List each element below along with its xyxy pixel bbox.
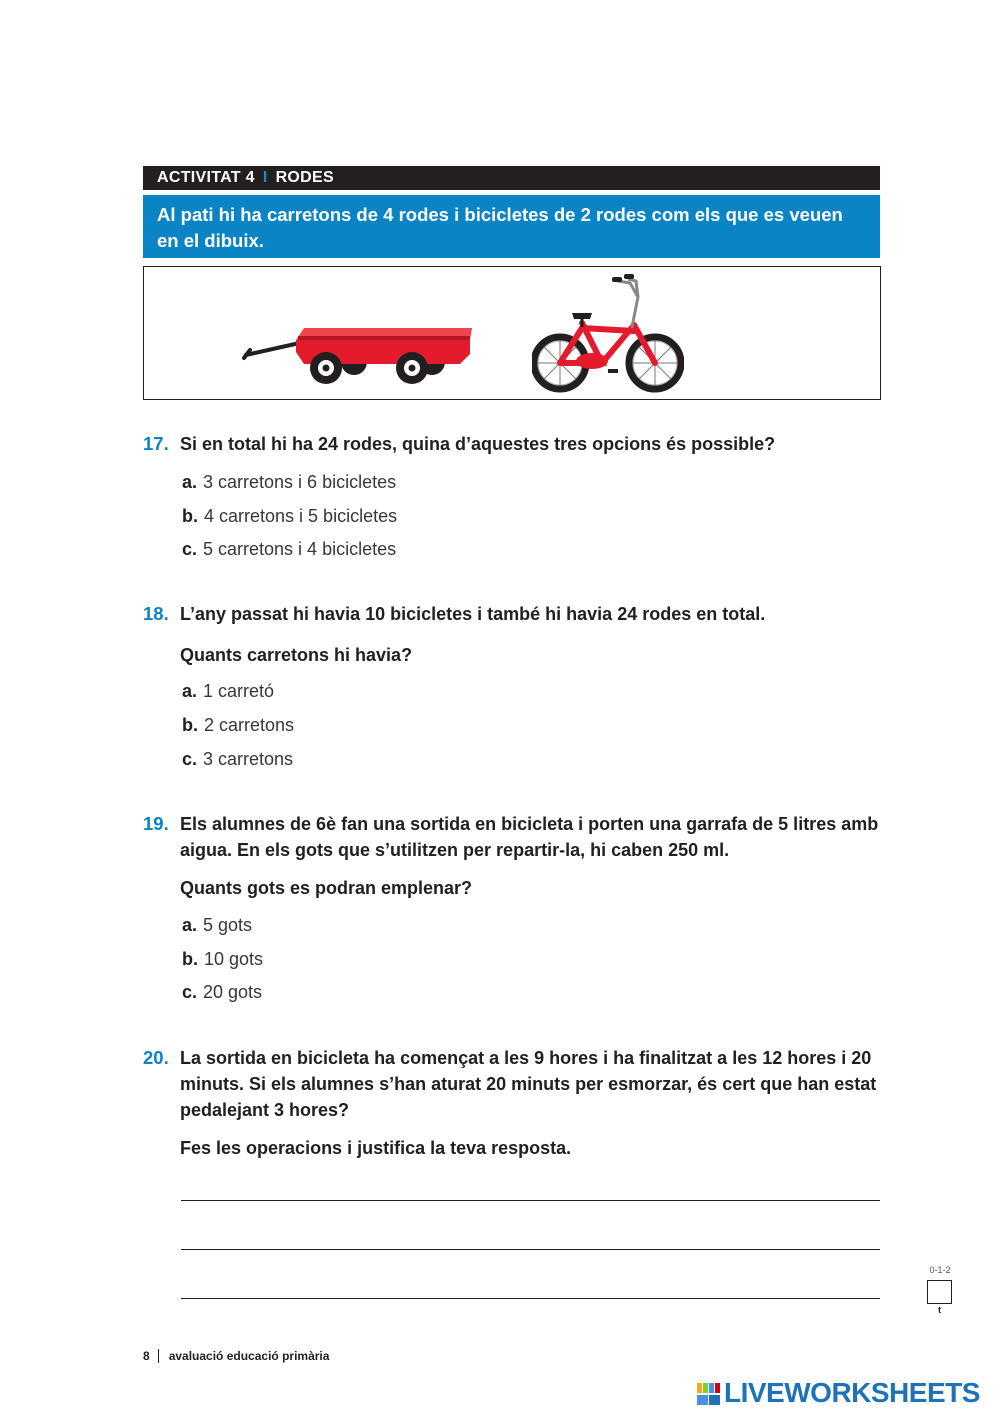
option-letter: b. — [182, 949, 198, 969]
question-number: 19. — [143, 813, 169, 834]
answer-line[interactable] — [181, 1200, 880, 1201]
score-label: 0-1-2 — [929, 1265, 951, 1275]
option-text: 3 carretons — [203, 749, 294, 769]
answer-line[interactable] — [181, 1298, 880, 1299]
option-b[interactable] — [182, 948, 263, 970]
option-letter: a. — [182, 472, 198, 492]
option-c[interactable] — [182, 748, 293, 770]
option-text: 20 gots — [203, 982, 263, 1002]
option-text: 2 carretons — [204, 715, 295, 735]
option-letter: c. — [182, 539, 198, 559]
liveworksheets-logo-icon — [697, 1383, 721, 1405]
footer-divider — [158, 1349, 159, 1363]
option-letter: b. — [182, 715, 198, 735]
option-text: 5 gots — [203, 915, 253, 935]
question-number: 17. — [143, 433, 169, 454]
page-number: 8 — [143, 1349, 150, 1363]
score-code: t — [938, 1305, 941, 1315]
activity-label: ACTIVITAT 4 — [157, 169, 255, 186]
question-number: 20. — [143, 1047, 169, 1068]
option-text: 4 carretons i 5 bicicletes — [204, 506, 398, 526]
page-footer — [143, 1348, 329, 1364]
option-text: 10 gots — [204, 949, 264, 969]
option-b[interactable] — [182, 714, 294, 736]
option-letter: c. — [182, 982, 198, 1002]
option-c[interactable] — [182, 538, 396, 560]
option-b[interactable] — [182, 505, 397, 527]
question-subtext: Fes les operacions i justifica la teva resposta. — [180, 1138, 572, 1158]
wagon-illustration — [242, 322, 477, 390]
question-number: 18. — [143, 603, 169, 624]
question-subtext: Quants gots es podran emplenar? — [180, 878, 473, 898]
option-letter: c. — [182, 749, 198, 769]
option-letter: b. — [182, 506, 198, 526]
activity-separator: I — [262, 169, 268, 186]
question-17 — [143, 431, 888, 561]
question-subtext: Quants carretons hi havia? — [180, 645, 413, 665]
question-19 — [143, 811, 888, 1006]
option-a[interactable] — [182, 471, 396, 493]
question-text: L’any passat hi havia 10 bicicletes i també hi havia 24 rodes en total. — [180, 604, 766, 624]
option-a[interactable] — [182, 914, 252, 936]
question-text: La sortida en bicicleta ha començat a les 9 hores i ha finalitzat a les 12 hores i 20 minuts. Si els alumnes s’han aturat 20 minuts per esmorzar, és cert que han estat pedalejant 3 hores? — [180, 1048, 877, 1120]
illustration-box — [143, 266, 881, 400]
question-text: Si en total hi ha 24 rodes, quina d’aquestes tres opcions és possible? — [180, 434, 776, 454]
option-text: 5 carretons i 4 bicicletes — [203, 539, 397, 559]
activity-title: RODES — [275, 169, 334, 186]
bicycle-illustration — [532, 273, 684, 393]
option-letter: a. — [182, 915, 198, 935]
option-text: 1 carretó — [203, 681, 275, 701]
question-20 — [143, 1045, 888, 1165]
answer-line[interactable] — [181, 1249, 880, 1250]
activity-intro: Al pati hi ha carretons de 4 rodes i bicicletes de 2 rodes com els que es veuen en el dibuix. — [143, 195, 880, 258]
option-a[interactable] — [182, 680, 274, 702]
watermark-text: LIVEWORKSHEETS — [724, 1377, 980, 1408]
option-text: 3 carretons i 6 bicicletes — [203, 472, 397, 492]
score-input[interactable] — [927, 1280, 952, 1304]
footer-text: avaluació educació primària — [168, 1349, 330, 1363]
option-letter: a. — [182, 681, 198, 701]
question-18 — [143, 601, 888, 771]
option-c[interactable] — [182, 981, 262, 1003]
activity-header — [143, 166, 880, 190]
question-text: Els alumnes de 6è fan una sortida en bicicleta i porten una garrafa de 5 litres amb aigua. En els gots que s’utilitzen per repartir-la, hi caben 250 ml. — [180, 814, 879, 860]
